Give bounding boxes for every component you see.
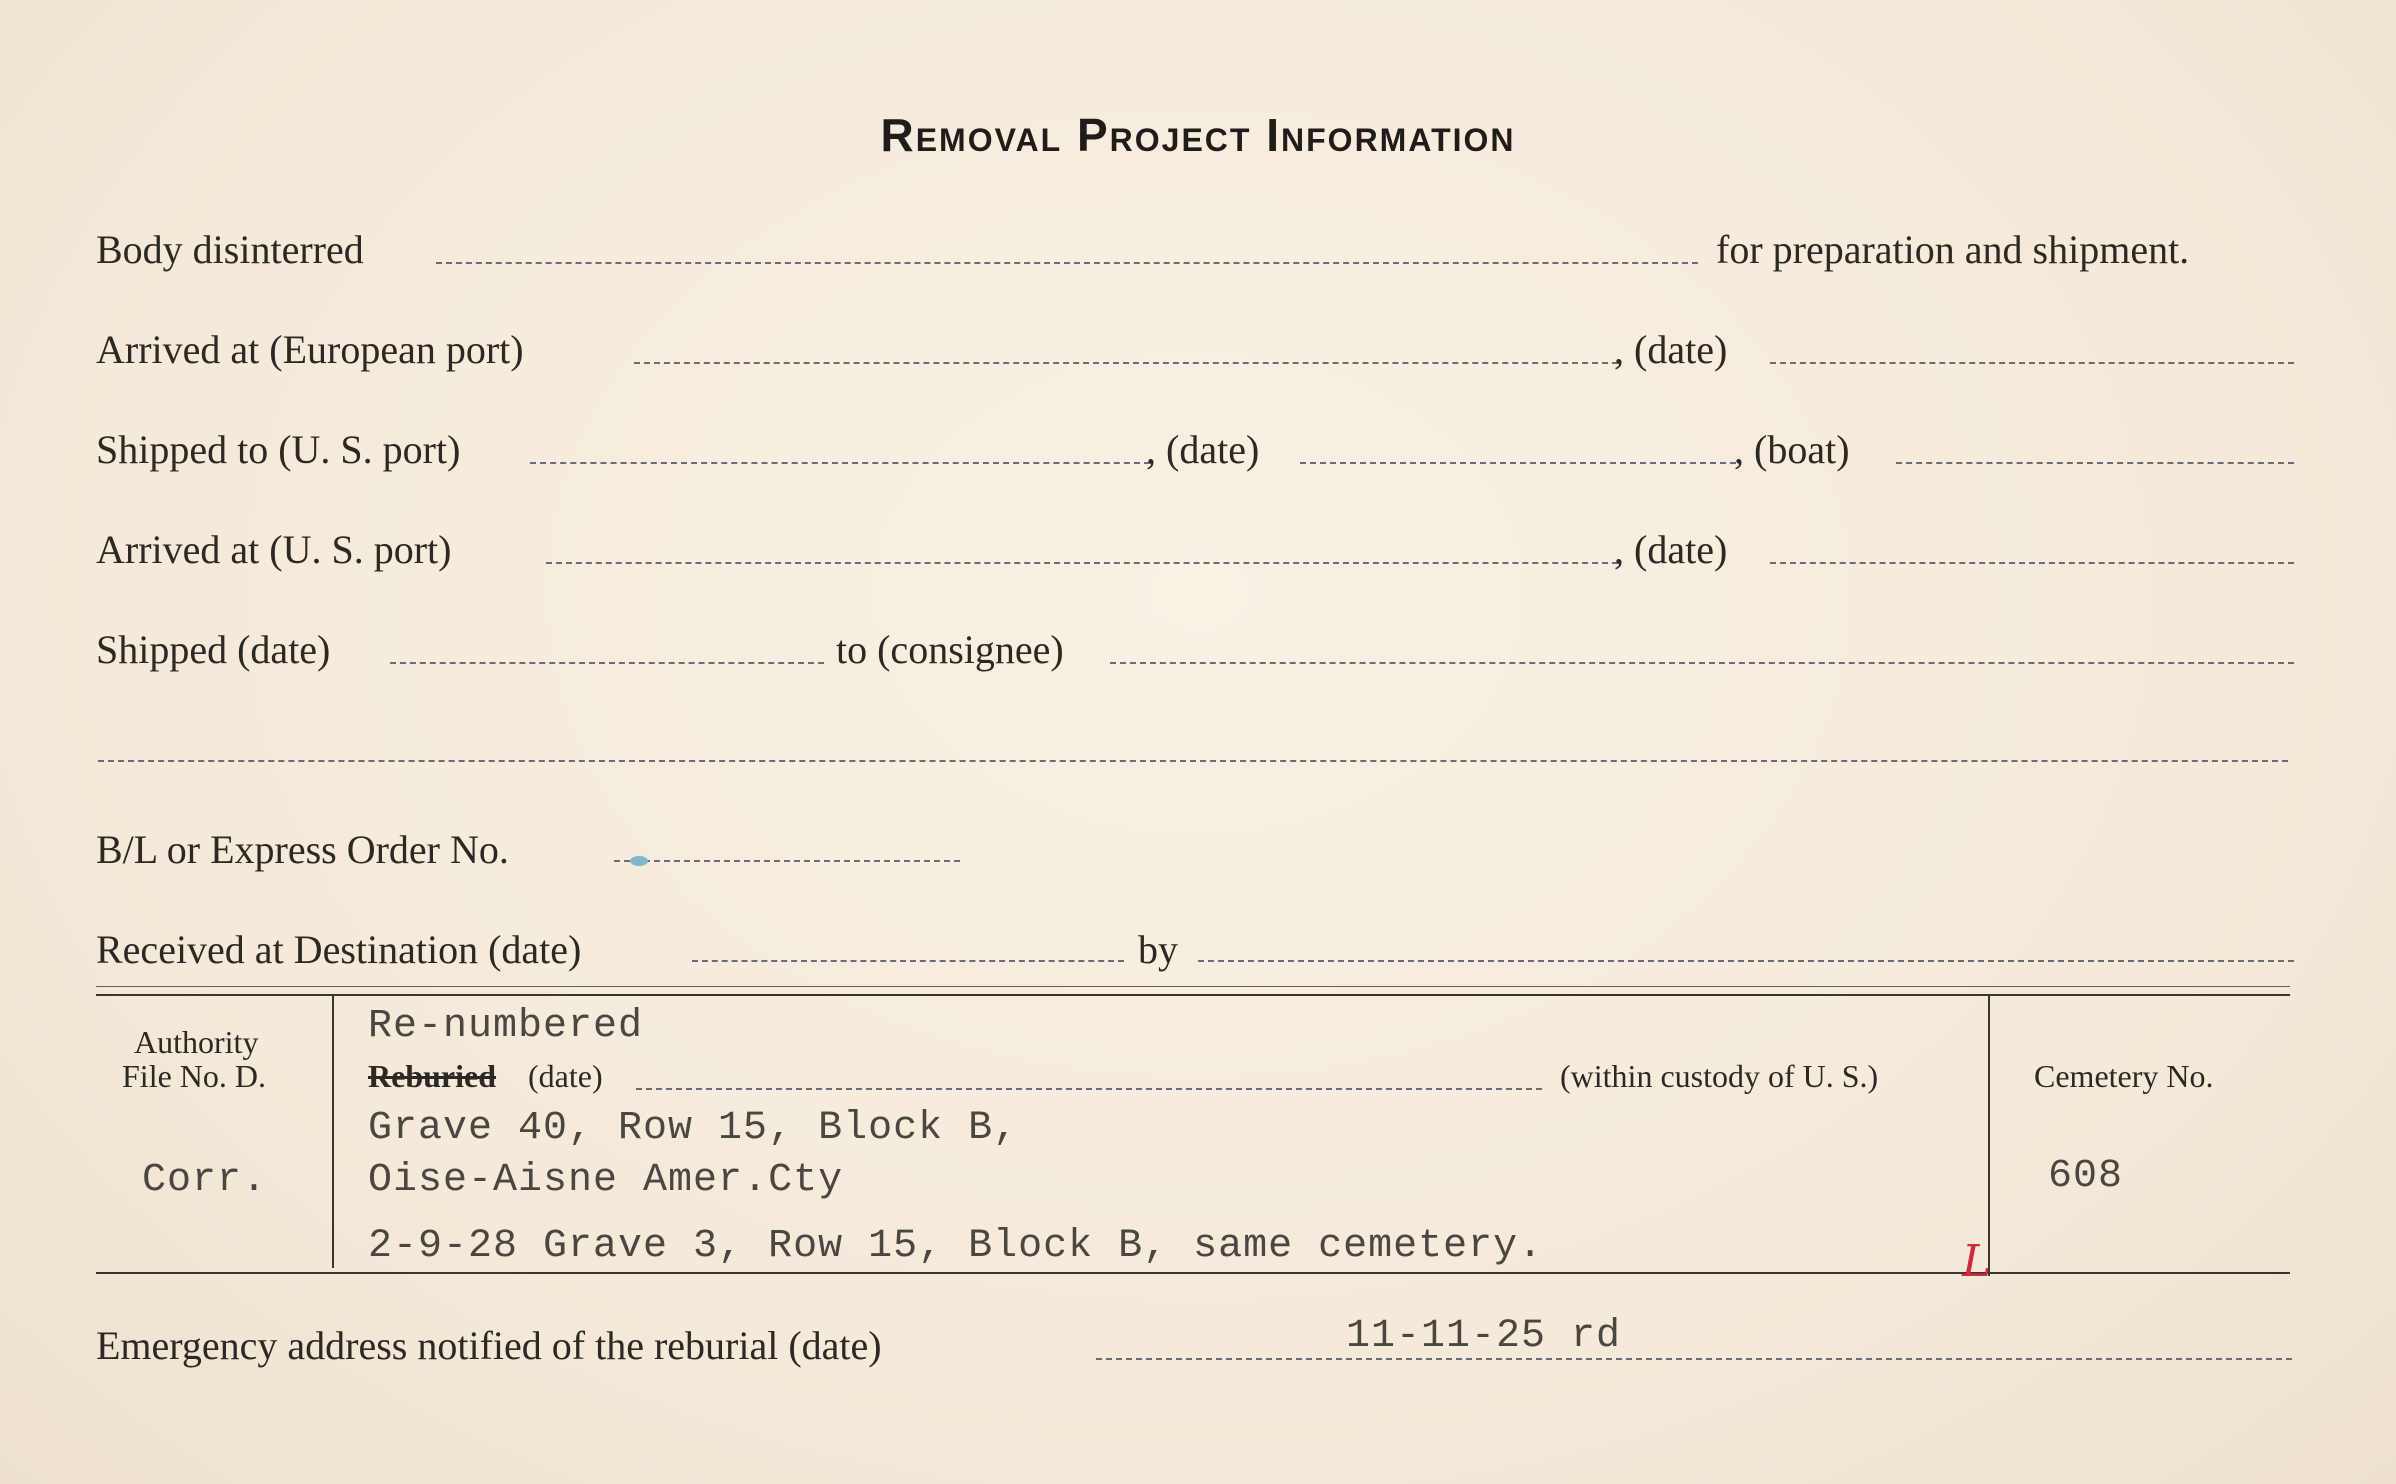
emergency-date-value: 11-11-25 rd: [1346, 1314, 1622, 1359]
consignee-line: [1110, 662, 2294, 664]
grave-line-3: 2-9-28 Grave 3, Row 15, Block B, same cemetery.: [368, 1224, 1544, 1269]
arrived-us-date-line: [1770, 562, 2294, 564]
boat-label: , (boat): [1734, 427, 1850, 472]
table-divider-left: [332, 994, 334, 1268]
body-disinterred-label: Body disinterred: [96, 227, 364, 272]
cemetery-number: 608: [2048, 1154, 2124, 1199]
grave-line-2: Oise-Aisne Amer.Cty: [368, 1158, 844, 1203]
grave-line-1: Grave 40, Row 15, Block B,: [368, 1106, 1019, 1151]
shipped-date-line: [390, 662, 824, 664]
authority-label: Authority: [134, 1024, 259, 1060]
shipped-date-label: Shipped (date): [96, 627, 331, 672]
arrived-european-date-line: [1770, 362, 2294, 364]
received-destination-line: [692, 960, 1124, 962]
consignee-label: to (consignee): [836, 627, 1064, 672]
for-preparation-label: for preparation and shipment.: [1716, 227, 2190, 272]
by-label: by: [1138, 927, 1178, 972]
shipped-date-label-1: , (date): [1146, 427, 1260, 472]
ink-spot: [630, 856, 648, 866]
by-line: [1198, 960, 2294, 962]
reburied-date-line: [636, 1088, 1542, 1090]
custody-label: (within custody of U. S.): [1560, 1058, 1879, 1094]
red-pencil-mark: L: [1962, 1236, 1992, 1287]
shipped-date-line-1: [1300, 462, 1736, 464]
reburied-date-label: (date): [528, 1058, 603, 1094]
arrived-us-date-label: , (date): [1614, 527, 1728, 572]
cemetery-label: Cemetery No.: [2034, 1058, 2214, 1094]
table-divider-right: [1988, 994, 1990, 1276]
shipped-to-us-label: Shipped to (U. S. port): [96, 427, 461, 472]
arrived-european-label: Arrived at (European port): [96, 327, 524, 372]
table-bottom-rule: [96, 1272, 2290, 1274]
bl-express-line: [614, 860, 960, 862]
table-top-rule-2: [96, 994, 2290, 996]
emergency-line: [1096, 1358, 2292, 1360]
shipped-to-us-line: [530, 462, 1150, 464]
arrived-european-line: [634, 362, 1618, 364]
bl-express-label: B/L or Express Order No.: [96, 827, 509, 872]
arrived-us-label: Arrived at (U. S. port): [96, 527, 452, 572]
table-top-rule-1: [96, 986, 2290, 987]
corr-text: Corr.: [142, 1158, 268, 1203]
file-no-label: File No. D.: [122, 1058, 266, 1094]
boat-line: [1896, 462, 2294, 464]
arrived-european-date-label: , (date): [1614, 327, 1728, 372]
reburied-struck-label: Reburied: [368, 1058, 496, 1094]
body-disinterred-line: [436, 262, 1698, 264]
emergency-label: Emergency address notified of the reburial (date): [96, 1323, 882, 1368]
arrived-us-line: [546, 562, 1618, 564]
renumbered-text: Re-numbered: [368, 1004, 644, 1049]
consignee-continuation-line: [98, 760, 2288, 762]
page-title: Removal Project Information: [880, 109, 1516, 161]
received-destination-label: Received at Destination (date): [96, 927, 582, 972]
